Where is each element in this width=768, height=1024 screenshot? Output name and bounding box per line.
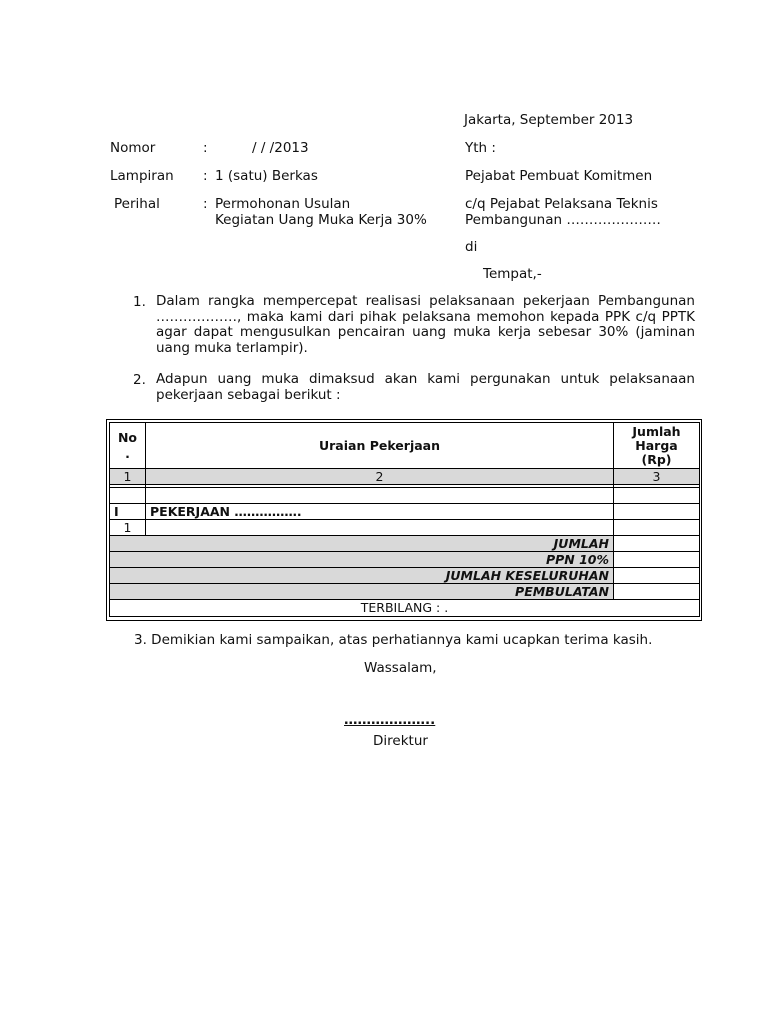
- sum-ppn-value: [614, 552, 700, 568]
- addressee-line-3: Pembangunan …………………: [465, 212, 661, 228]
- table-header-row: [110, 423, 700, 469]
- sum-ppn-label: PPN 10%: [110, 552, 614, 568]
- header-no-line-2: .: [125, 445, 130, 461]
- perihal-separator: :: [203, 196, 208, 212]
- header-jumlah-line-3: (Rp): [641, 451, 672, 467]
- addressee-line-2: c/q Pejabat Pelaksana Teknis: [465, 196, 658, 212]
- index-2: 2: [146, 469, 614, 485]
- terbilang-row: [110, 600, 700, 617]
- table-row: [110, 488, 700, 504]
- table-cell: [614, 488, 700, 504]
- sum-jumlah-label: JUMLAH: [110, 536, 614, 552]
- row-roman-number: I: [110, 504, 146, 520]
- tempat-label: Tempat,-: [483, 266, 542, 282]
- nomor-separator: :: [203, 140, 208, 156]
- header-jumlah-harga: [614, 423, 700, 469]
- nomor-label: Nomor: [110, 140, 156, 156]
- signature-placeholder: ………………..: [344, 712, 436, 728]
- yth-label: Yth :: [465, 140, 496, 156]
- terbilang-text: TERBILANG : .: [110, 600, 700, 617]
- row-sub-number: 1: [110, 520, 146, 536]
- di-label: di: [465, 239, 478, 255]
- sum-row-total: [110, 568, 700, 584]
- sum-row-ppn: [110, 552, 700, 568]
- perihal-label: Perihal: [114, 196, 160, 212]
- cost-table-frame: [106, 419, 702, 621]
- sum-total-value: [614, 568, 700, 584]
- row-work-item: PEKERJAAN …………….: [146, 504, 614, 520]
- sum-rounding-value: [614, 584, 700, 600]
- perihal-line-2: Kegiatan Uang Muka Kerja 30%: [215, 212, 427, 228]
- index-1: 1: [110, 469, 146, 485]
- sum-row-rounding: [110, 584, 700, 600]
- table-cell: [146, 520, 614, 536]
- lampiran-separator: :: [203, 168, 208, 184]
- header-no: [110, 423, 146, 469]
- lampiran-value: 1 (satu) Berkas: [215, 168, 318, 184]
- sum-total-label: JUMLAH KESELURUHAN: [110, 568, 614, 584]
- header-jumlah-line-1: Jumlah: [632, 423, 681, 439]
- header-no-line-1: No: [117, 429, 138, 445]
- sum-row-jumlah: [110, 536, 700, 552]
- paragraph-1-number: 1.: [133, 294, 146, 310]
- paragraph-2-number: 2.: [133, 372, 146, 388]
- perihal-line-1: Permohonan Usulan: [215, 196, 351, 212]
- paragraph-2: Adapun uang muka dimaksud akan kami pergunakan untuk pelaksanaan pekerjaan sebagai berikut :: [156, 371, 695, 403]
- table-cell: [146, 488, 614, 504]
- table-cell: [614, 520, 700, 536]
- letter-date: Jakarta, September 2013: [464, 112, 634, 128]
- header-jumlah-line-2: Harga: [635, 437, 678, 453]
- nomor-value: / / /2013: [252, 140, 309, 156]
- paragraph-1: Dalam rangka mempercepat realisasi pelaksanaan pekerjaan Pembangunan ………………, maka kami dari pihak pelaksana memohon kepada PPK c/q PPTK agar dapat mengusulkan pencairan uang muka kerja sebesar 30% (jaminan uang muka terlampir).: [156, 293, 695, 356]
- sum-rounding-label: PEMBULATAN: [110, 584, 614, 600]
- table-cell: [110, 488, 146, 504]
- sum-jumlah-value: [614, 536, 700, 552]
- cost-table: [109, 422, 700, 617]
- lampiran-label: Lampiran: [110, 168, 174, 184]
- table-index-row: [110, 469, 700, 485]
- addressee-line-1: Pejabat Pembuat Komitmen: [465, 168, 653, 184]
- table-cell: [614, 504, 700, 520]
- paragraph-3: 3. Demikian kami sampaikan, atas perhatiannya kami ucapkan terima kasih.: [134, 632, 653, 648]
- table-row: [110, 504, 700, 520]
- index-3: 3: [614, 469, 700, 485]
- closing-greeting: Wassalam,: [364, 660, 437, 676]
- table-row: [110, 520, 700, 536]
- header-uraian: Uraian Pekerjaan: [146, 423, 614, 469]
- signatory-title: Direktur: [373, 733, 428, 749]
